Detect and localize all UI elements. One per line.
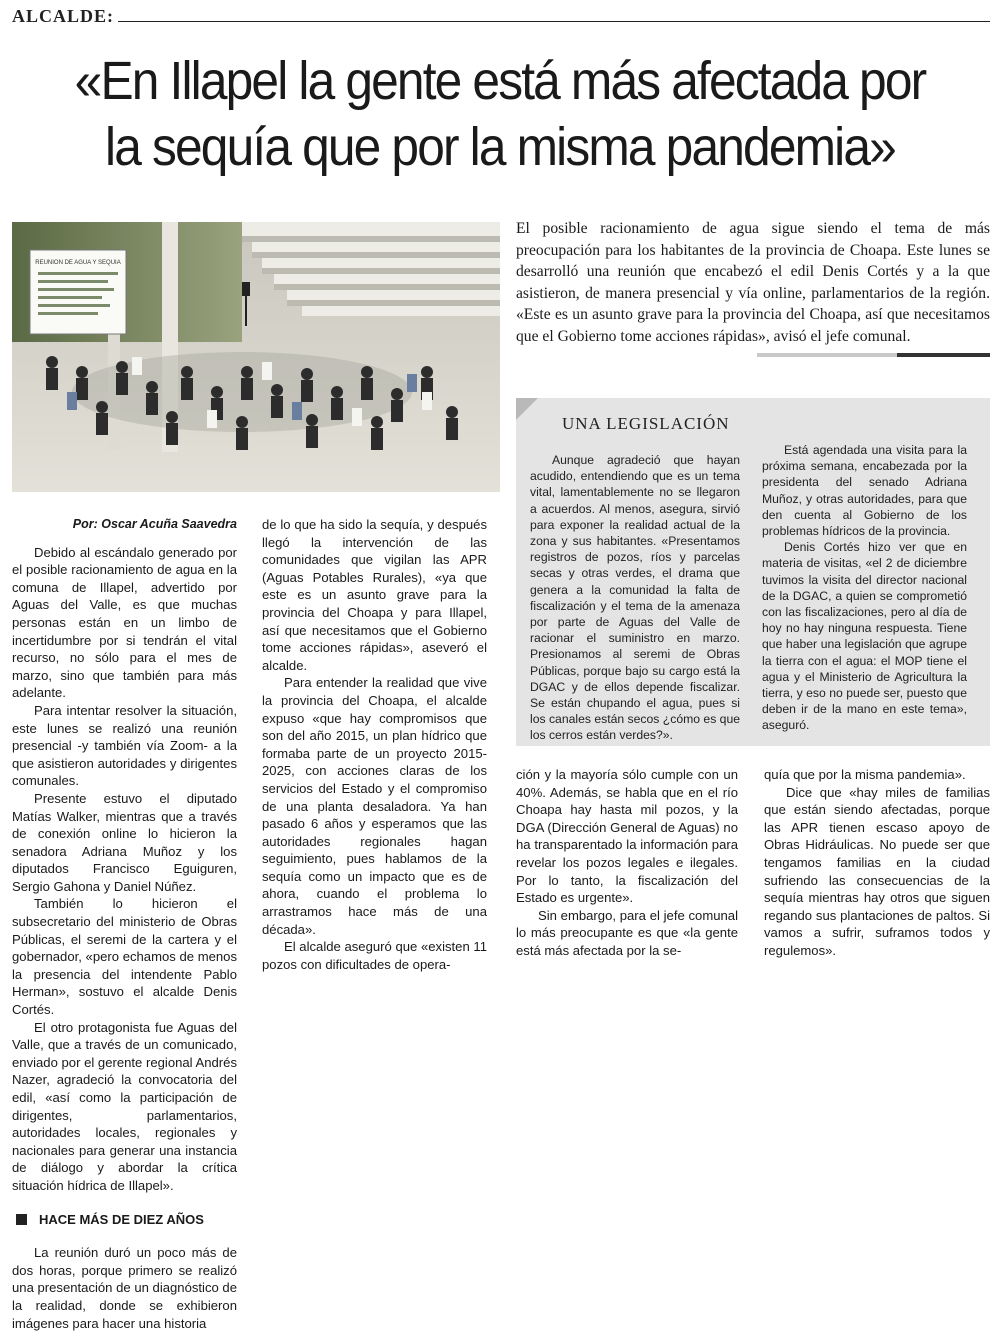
sidebar-box-left-column (530, 452, 740, 744)
column-3-paragraph-2: Sin embargo, para el jefe comunal lo más preocupante es que «la gente está más afectada por la se- (516, 907, 738, 958)
subhead-text: HACE MÁS DE DIEZ AÑOS (39, 1211, 204, 1227)
byline: Por: Oscar Acuña Saavedra (72, 517, 237, 531)
column-3-paragraph-1: ción y la mayoría sólo cumple con un 40%. Además, se habla que en el río Choapa hay hasta mil pozos, y la DGA (Dirección General de Aguas) no ha transparentado la información para revelar los pozos legales e ilegales. Por lo tanto, la fiscalización del Estado es urgente». (516, 767, 738, 906)
screen-caption: REUNION DE AGUA Y SEQUIA (35, 260, 121, 266)
column-2-paragraph-3: El alcalde aseguró que «existen 11 pozos con dificultades de opera- (262, 939, 487, 972)
column-1-paragraph-1: Debido al escándalo generado por el posible racionamiento de agua en la comuna de Illapel, advertido por Aguas del Valle, es que muchas personas están en un limbo de incertidumbre por si tendrán el vital recurso, no sólo para el mes de marzo, sino que también para más adelante. (12, 544, 237, 701)
headline-line-2: la sequía que por la misma pandemia» (105, 117, 895, 177)
headline-line-1: «En Illapel la gente está más afectada por (74, 51, 926, 111)
lead-rule-dark (897, 353, 990, 357)
lead-paragraph: El posible racionamiento de agua sigue siendo el tema de más preocupación para los habitantes de la provincia de Choapa. Este lunes se desarrolló una reunión que encabezó el edil Denis Cortés y a la que asistieron, de manera presencial y vía online, parlamentarios de la región. «Este es un asunto grave para la provincia del Choapa, así que necesitamos que el Gobierno tome acciones rápidas», avisó el jefe comunal. (516, 220, 990, 345)
sidebar-box-title: UNA LEGISLACIÓN (562, 414, 730, 433)
sidebar-box-right-paragraph-2: Denis Cortés hizo ver que en materia de visitas, «el 2 de diciembre tuvimos la visita del director nacional de la DGAC, a quien se comprometió con las fiscalizaciones, pero al día de hoy no hay ninguna respuesta. Tiene que haber una legislación que agrupe la tierra con el agua: el MOP tiene el agua y el Ministerio de Agricultura la tierra, y eso no puede ser, puesto que deben ir de la mano en este tema», aseguró. (762, 540, 967, 733)
meeting-photo-illustration (12, 222, 500, 492)
column-1-paragraph-3: Presente estuvo el diputado Matías Walker, mientras que a través de conexión online lo hicieron la senadora Adriana Muñoz y los diputados Francisco Eguiguren, Sergio Gahona y Daniel Núñez. (12, 790, 237, 894)
column-2-paragraph-1: de lo que ha sido la sequía, y después llegó la intervención de las comunidades que vigilan las APR (Aguas Potables Rurales), «ya que este es un asunto grave para la provincia del Choapa y para Illapel, así que necesitamos que el Gobierno tome acciones rápidas», aseveró el alcalde. (262, 517, 487, 673)
article-column-4 (764, 766, 990, 960)
headline (49, 48, 951, 180)
sidebar-box-right-paragraph-1: Está agendada una visita para la próxima semana, encabezada por la presidenta del senado Adriana Muñoz, y otras autoridades, para que den cuenta al Gobierno de los problemas hídricos de la provincia. (762, 443, 967, 539)
article-column-2 (262, 516, 487, 973)
meeting-photo (12, 222, 500, 492)
column-4-paragraph-1: quía que por la misma pandemia». (764, 767, 966, 782)
section-label: ALCALDE: (12, 6, 115, 26)
section-rule (118, 21, 990, 22)
column-1-paragraph-2: Para intentar resolver la situación, este lunes se realizó una reunión presencial -y también vía Zoom- a la que asistieron autoridades y dirigentes comunales. (12, 702, 237, 789)
article-column-3 (516, 766, 738, 960)
lead-rule-light (757, 353, 897, 357)
sidebar-box-corner (516, 398, 538, 420)
sidebar-box-right-column (762, 442, 967, 734)
subhead (12, 1211, 237, 1229)
article-column-1 (12, 516, 237, 1332)
column-1-paragraph-6: La reunión duró un poco más de dos horas, porque primero se realizó una presentación de un diagnóstico de la realidad, donde se exhibieron imágenes para hacer una historia (12, 1245, 237, 1331)
subhead-square-icon (16, 1214, 27, 1225)
column-1-paragraph-4: También lo hicieron el subsecretario del ministerio de Obras Públicas, el seremi de la cartera y el gobernador, «pero echamos de menos la presencia del intendente Pablo Herman», sostuvo el alcalde Denis Cortés. (12, 896, 237, 1018)
column-2-paragraph-2: Para entender la realidad que vive la provincia del Choapa, el alcalde expuso «que hay compromisos que son del año 2015, un plan hídrico que formaba parte de un proyecto 2015-2025, con acciones claras de los servicios del Estado y el compromiso de una planta desaladora. Ya han pasado 6 años y esperamos que las autoridades regionales hagan seguimiento, pues hablamos de la sequía como un impacto que es de ahora, cuando el problema lo arrastramos hace más de una década». (262, 675, 487, 937)
column-4-paragraph-2: Dice que «hay miles de familias que están siendo afectadas, porque las APR tienen escaso apoyo de Obras Hidráulicas. No puede ser que tengamos familias en la ciudad sufriendo las consecuencias de la sequía mientras hay otros que siguen regando sus plantaciones de paltos. Si vamos a sufrir, suframos todos y regulemos». (764, 784, 990, 958)
column-1-paragraph-5: El otro protagonista fue Aguas del Valle, que a través de un comunicado, enviado por el gerente regional Andrés Nazer, agradeció la convocatoria del edil, «así como la participación de dirigentes, parlamentarios, autoridades locales, regionales y nacionales para generar una instancia de diálogo y abordar la crítica situación hídrica de Illapel». (12, 1019, 237, 1193)
sidebar-box-left-paragraph: Aunque agradeció que hayan acudido, entendiendo que es un tema vital, lamentablemente no se llegaron a acuerdos. Al menos, asegura, sirvió para exponer la realidad actual de la zona y sus habitantes. «Presentamos registros de pozos, ríos y parcelas secas y otras verdes, el drama que genera a la comunidad la falta de fiscalización y el tema de la amenaza por parte de Aguas del Valle de racionar el suministro en marzo. Presionamos al seremi de Obras Públicas, porque bajo su cargo está la DGAC y de ellos depende fiscalizar. Se están chupando el agua, pues si los canales están secos ¿cómo es que los cerros están verdes?». (530, 453, 741, 743)
